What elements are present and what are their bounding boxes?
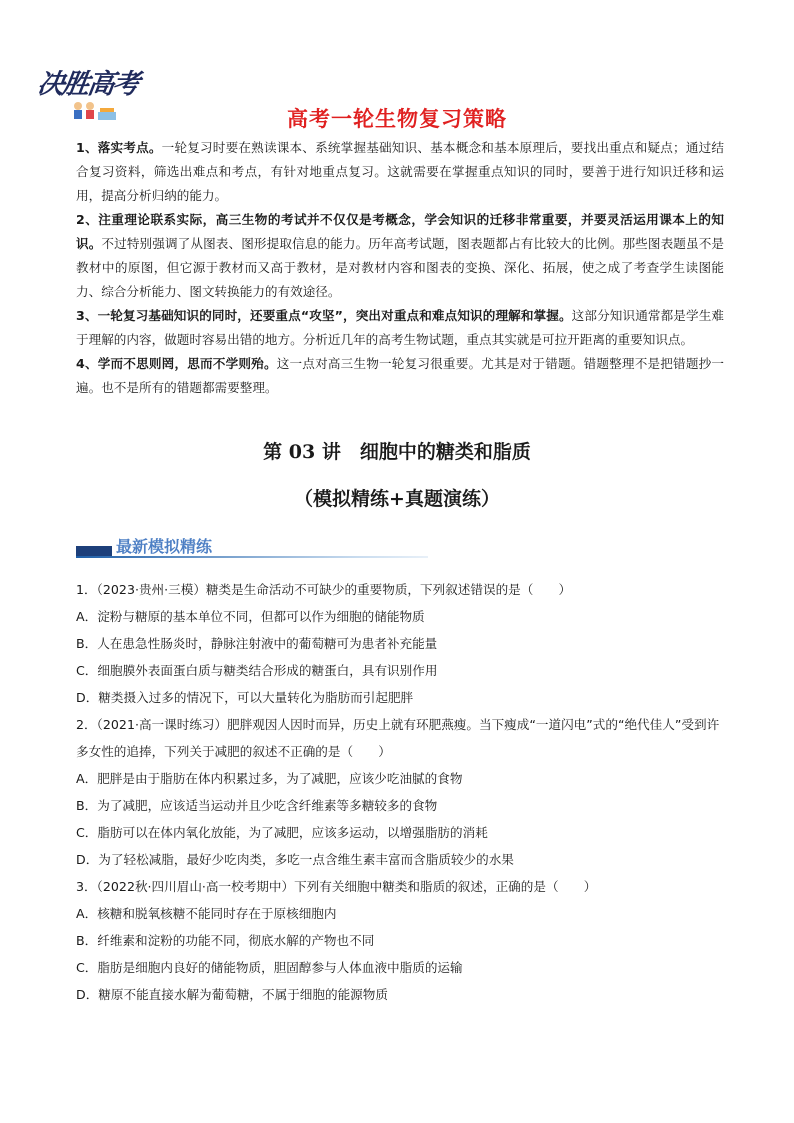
- page-title: 高考一轮生物复习策略: [287, 107, 507, 131]
- strategy-heading: 3、一轮复习基础知识的同时，还要重点“攻坚”，突出对重点和难点知识的理解和掌握。: [76, 308, 572, 323]
- strategy-paragraph: [76, 304, 724, 352]
- strategy-text: 不过特别强调了从图表、图形提取信息的能力。历年高考试题，图表题都占有比较大的比例。那些图表题虽不是教材中的原图，但它源于教材而又高于教材，是对教材内容和图表的变换、深化、拓展，使之成了考查学生读图能力、综合分析能力、图文转换能力的有效途径。: [76, 236, 725, 299]
- question-option: C．脂肪是细胞内良好的储能物质，胆固醇参与人体血液中脂质的运输: [76, 960, 463, 975]
- strategy-heading: 1、落实考点。: [76, 140, 162, 155]
- strategy-heading: 2、注重理论联系实际，高三生物的考试并不仅仅是考概念，学会知识的迁移非常重要，并要灵活运用课本上的知识。: [76, 212, 724, 251]
- strategy-text: 一轮复习时要在熟读课本、系统掌握基础知识、基本概念和基本原理后，要找出重点和疑点；通过结合复习资料，筛选出难点和考点，有针对地重点复习。这就需要在掌握重点知识的同时，要善于进行知识迁移和运用，提高分析归纳的能力。: [76, 140, 725, 203]
- question-option: C．脂肪可以在体内氧化放能，为了减肥，应该多运动，以增强脂肪的消耗: [76, 825, 488, 840]
- banner-marker-icon: [76, 546, 112, 556]
- question-option: B．为了减肥，应该适当运动并且少吃含纤维素等多糖较多的食物: [76, 798, 438, 813]
- question-list: [76, 576, 724, 1008]
- question-option: A．核糖和脱氧核糖不能同时存在于原核细胞内: [76, 906, 337, 921]
- strategy-text: 这部分知识通常都是学生难于理解的内容，做题时容易出错的地方。分析近几年的高考生物试题，重点其实就是可拉开距离的重要知识点。: [76, 308, 724, 347]
- strategy-paragraph: [76, 352, 724, 400]
- question-stem: 3．（2022秋·四川眉山·高一校考期中）下列有关细胞中糖类和脂质的叙述，正确的是（ ）: [76, 879, 597, 894]
- question-option: D．为了轻松减脂，最好少吃肉类，多吃一点含维生素丰富而含脂质较少的水果: [76, 852, 514, 867]
- lecture-title: 第 03 讲 细胞中的糖类和脂质: [263, 441, 531, 463]
- section-banner: [76, 532, 428, 558]
- strategy-paragraph: [76, 136, 724, 208]
- question-option: A．淀粉与糖原的基本单位不同，但都可以作为细胞的储能物质: [76, 609, 425, 624]
- section-label: 最新模拟精练: [116, 537, 213, 556]
- lecture-subtitle: （模拟精练+真题演练）: [294, 488, 500, 510]
- strategy-text: 这一点对高三生物一轮复习很重要。尤其是对于错题。错题整理不是把错题抄一遍。也不是所有的错题都需要整理。: [76, 356, 725, 395]
- logo-text: 决胜高考: [35, 69, 140, 100]
- question-option: B．纤维素和淀粉的功能不同，彻底水解的产物也不同: [76, 933, 375, 948]
- question-option: B．人在患急性肠炎时，静脉注射液中的葡萄糖可为患者补充能量: [76, 636, 438, 651]
- question-stem: 2．（2021·高一课时练习）肥胖观因人因时而异，历史上就有环肥燕瘦。当下瘦成“一道闪电”式的“绝代佳人”受到许多女性的追捧，下列关于减肥的叙述不正确的是（ ）: [76, 717, 720, 759]
- question-option: D．糖类摄入过多的情况下，可以大量转化为脂肪而引起肥胖: [76, 690, 414, 705]
- strategy-section: [76, 136, 724, 400]
- strategy-paragraph: [76, 208, 724, 304]
- question-option: D．糖原不能直接水解为葡萄糖，不属于细胞的能源物质: [76, 987, 388, 1002]
- strategy-heading: 4、学而不思则罔，思而不学则殆。: [76, 356, 277, 371]
- question-option: C．细胞膜外表面蛋白质与糖类结合形成的糖蛋白，具有识别作用: [76, 663, 438, 678]
- question-stem: 1．（2023·贵州·三模）糖类是生命活动不可缺少的重要物质，下列叙述错误的是（ ）: [76, 582, 572, 597]
- question-option: A．肥胖是由于脂肪在体内积累过多，为了减肥，应该少吃油腻的食物: [76, 771, 463, 786]
